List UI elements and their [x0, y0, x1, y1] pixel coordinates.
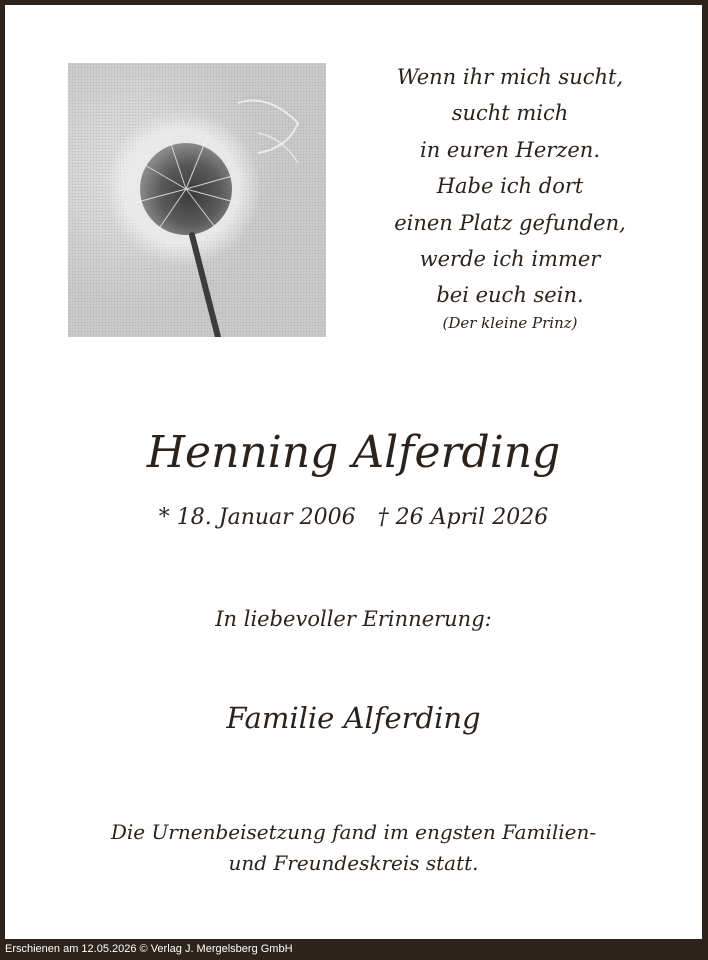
dandelion-photo	[68, 63, 326, 337]
burial-note-line: und Freundeskreis statt.	[228, 851, 479, 875]
deceased-name: Henning Alferding	[146, 427, 561, 478]
poem-line: in euren Herzen.	[419, 137, 600, 162]
life-dates	[5, 502, 702, 534]
poem-line: werde ich immer	[419, 247, 601, 272]
remembrance-text: In liebevoller Erinnerung:	[215, 607, 492, 631]
birth-date: * 18. Januar 2006	[158, 505, 356, 530]
poem-line: Wenn ihr mich sucht,	[396, 65, 624, 89]
obituary-card	[5, 5, 702, 939]
family-signature: Familie Alferding	[226, 701, 481, 735]
publication-footer: Erschienen am 12.05.2026 © Verlag J. Mergelsberg GmbH	[5, 943, 293, 955]
poem-line: Habe ich dort	[436, 174, 584, 199]
burial-note-line: Die Urnenbeisetzung fand im engsten Familien-	[110, 820, 597, 844]
poem-line: sucht mich	[451, 101, 569, 126]
poem-attribution: (Der kleine Prinz)	[442, 313, 578, 332]
death-date: † 26 April 2026	[377, 505, 549, 530]
poem-line: einen Platz gefunden,	[394, 210, 626, 235]
burial-note	[5, 817, 702, 879]
dandelion-illustration	[68, 63, 326, 337]
poem-line: bei euch sein.	[436, 283, 584, 308]
poem	[365, 59, 655, 336]
